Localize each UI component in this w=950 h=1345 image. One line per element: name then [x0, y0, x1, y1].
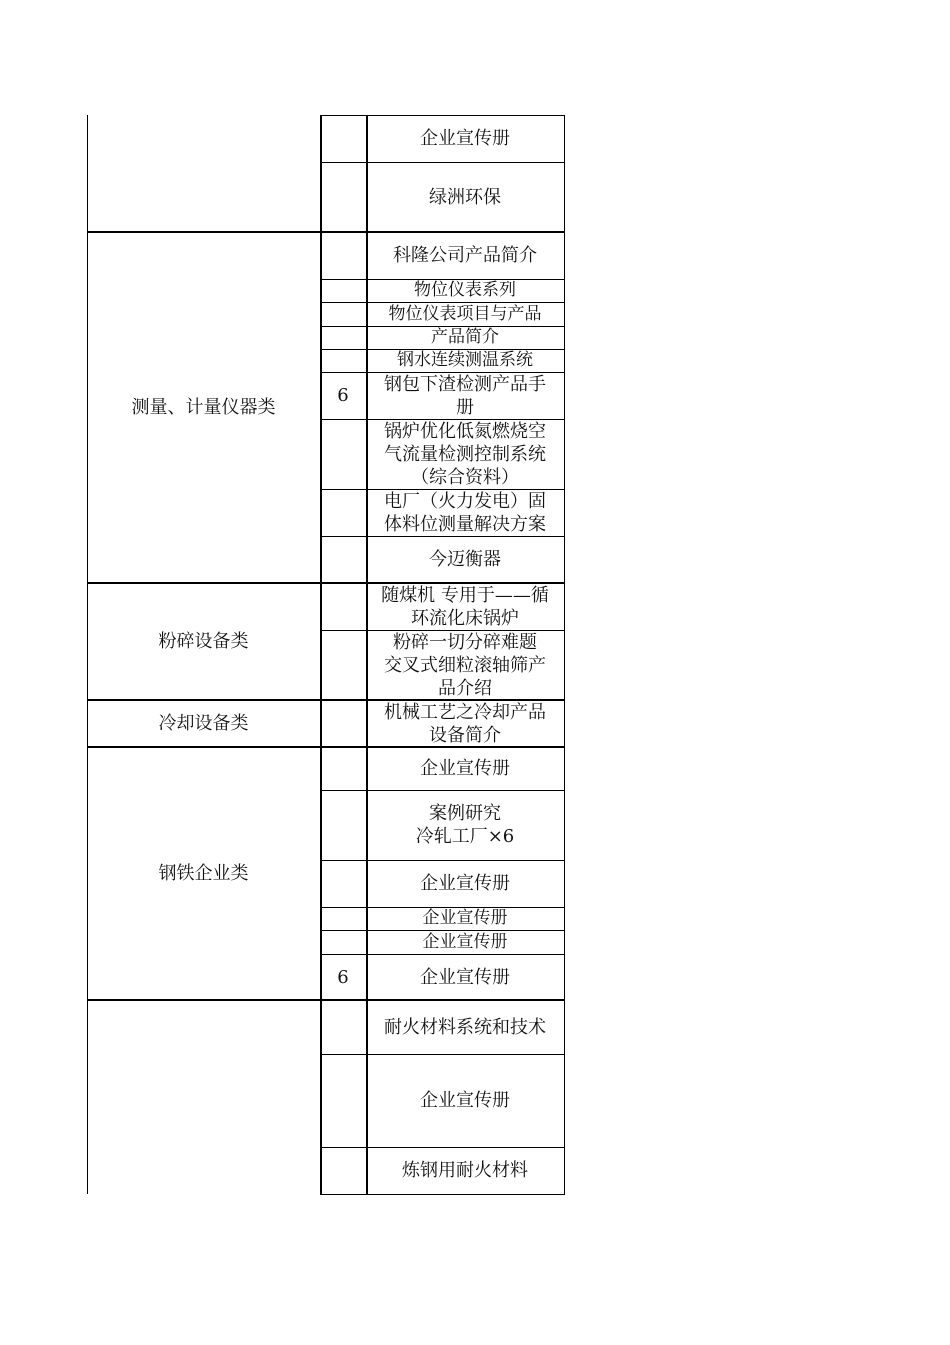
category-cell[interactable]	[87, 1000, 320, 1194]
count-cell[interactable]: 6	[337, 966, 349, 988]
category-cell[interactable]	[87, 115, 320, 232]
item-cell[interactable]: 电厂（火力发电）固 体料位测量解决方案	[384, 490, 546, 535]
item-cell[interactable]: 企业宣传册	[420, 128, 510, 149]
item-cell[interactable]: 耐火材料系统和技术	[384, 1016, 546, 1038]
item-cell[interactable]: 企业宣传册	[420, 1090, 510, 1111]
grid-line-horizontal	[320, 954, 565, 955]
grid-line-horizontal	[320, 115, 565, 116]
count-cell[interactable]	[320, 419, 366, 489]
grid-line-horizontal	[320, 372, 565, 373]
count-cell[interactable]	[320, 326, 366, 349]
grid-line-horizontal	[320, 1194, 565, 1195]
category-cell[interactable]: 钢铁企业类	[158, 863, 249, 884]
item-cell[interactable]: 钢水连续测温系统	[397, 350, 533, 370]
count-cell[interactable]	[320, 700, 366, 747]
count-cell[interactable]	[320, 279, 366, 302]
grid-line-vertical	[87, 115, 88, 1194]
item-cell[interactable]: 炼钢用耐火材料	[402, 1160, 528, 1181]
item-cell[interactable]: 随煤机 专用于——循 环流化床锅炉	[381, 584, 549, 629]
grid-line-vertical	[564, 115, 565, 1194]
grid-line-horizontal	[87, 999, 565, 1001]
count-cell[interactable]	[320, 302, 366, 326]
category-cell[interactable]: 测量、计量仪器类	[131, 397, 276, 418]
item-cell[interactable]: 机械工艺之冷却产品 设备简介	[384, 701, 546, 746]
count-cell[interactable]	[320, 1147, 366, 1194]
item-cell[interactable]: 钢包下渣检测产品手 册	[384, 373, 546, 418]
item-cell[interactable]: 企业宣传册	[422, 908, 508, 928]
grid-line-vertical	[366, 115, 368, 1194]
grid-line-horizontal	[320, 419, 565, 420]
item-cell[interactable]: 科隆公司产品简介	[393, 245, 537, 266]
grid-line-horizontal	[87, 231, 565, 233]
category-cell[interactable]: 粉碎设备类	[158, 631, 249, 652]
grid-line-horizontal	[320, 1147, 565, 1148]
count-cell[interactable]	[320, 1000, 366, 1054]
grid-line-vertical	[320, 115, 322, 1194]
item-cell[interactable]: 产品简介	[431, 327, 499, 347]
count-cell[interactable]	[320, 583, 366, 630]
grid-line-horizontal	[87, 746, 565, 748]
count-cell[interactable]	[320, 349, 366, 372]
grid-line-horizontal	[320, 907, 565, 908]
grid-line-horizontal	[320, 326, 565, 327]
grid-line-horizontal	[320, 860, 565, 861]
grid-line-horizontal	[320, 930, 565, 931]
count-cell[interactable]: 6	[337, 385, 349, 406]
grid-line-horizontal	[320, 302, 565, 303]
grid-line-horizontal	[320, 790, 565, 791]
count-cell[interactable]	[320, 536, 366, 583]
grid-line-horizontal	[320, 279, 565, 280]
item-cell[interactable]: 锅炉优化低氮燃烧空 气流量检测控制系统 （综合资料）	[384, 420, 546, 488]
item-cell[interactable]: 物位仪表系列	[414, 280, 516, 300]
count-cell[interactable]	[320, 489, 366, 536]
item-cell[interactable]: 粉碎一切分碎难题 交叉式细粒滚轴筛产 品介绍	[384, 631, 546, 699]
count-cell[interactable]	[320, 790, 366, 860]
item-cell[interactable]: 绿洲环保	[429, 186, 501, 208]
count-cell[interactable]	[320, 162, 366, 232]
category-cell[interactable]: 冷却设备类	[158, 713, 249, 734]
grid-line-horizontal	[320, 536, 565, 537]
count-cell[interactable]	[320, 907, 366, 930]
grid-line-horizontal	[87, 699, 565, 701]
item-cell[interactable]: 企业宣传册	[420, 758, 510, 779]
grid-line-horizontal	[320, 630, 565, 631]
count-cell[interactable]	[320, 1054, 366, 1147]
grid-line-horizontal	[320, 349, 565, 350]
item-cell[interactable]: 企业宣传册	[422, 931, 508, 952]
item-cell[interactable]: 案例研究 冷轧工厂×6	[415, 803, 515, 847]
grid-line-horizontal	[320, 162, 565, 163]
count-cell[interactable]	[320, 860, 366, 907]
grid-line-horizontal	[320, 489, 565, 490]
item-cell[interactable]: 企业宣传册	[420, 966, 510, 988]
item-cell[interactable]: 物位仪表项目与产品	[388, 303, 542, 324]
count-cell[interactable]	[320, 630, 366, 700]
count-cell[interactable]	[320, 232, 366, 279]
grid-line-horizontal	[320, 1054, 565, 1055]
count-cell[interactable]	[320, 747, 366, 790]
count-cell[interactable]	[320, 930, 366, 954]
grid-line-horizontal	[87, 582, 565, 584]
item-cell[interactable]: 企业宣传册	[420, 873, 510, 894]
item-cell[interactable]: 今迈衡器	[429, 549, 501, 570]
count-cell[interactable]	[320, 115, 366, 162]
